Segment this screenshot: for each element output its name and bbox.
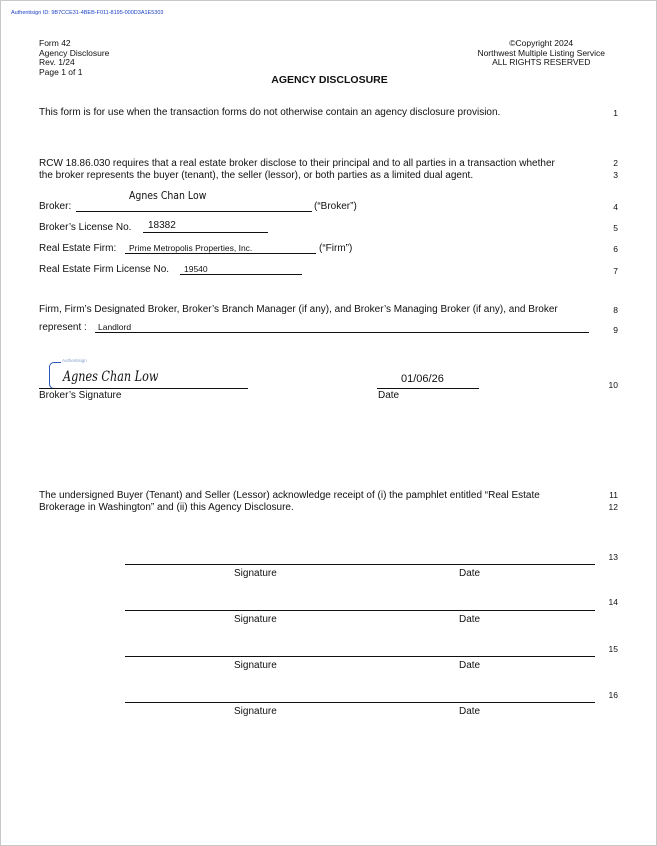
line-number: 6 xyxy=(613,244,618,254)
broker-signature[interactable]: Agnes Chan Low xyxy=(63,369,159,385)
rcw-line-2: RCW 18.86.030 requires that a real estate broker disclose to their principal and to all parties in a transaction whether xyxy=(39,158,555,169)
signature-caption: Signature xyxy=(234,614,277,625)
firm-license-label: Real Estate Firm License No. xyxy=(39,264,170,275)
represent-label: represent : xyxy=(39,322,87,333)
signature-caption: Signature xyxy=(234,568,277,579)
line-number: 10 xyxy=(608,380,618,390)
page-count: Page 1 of 1 xyxy=(39,66,83,77)
acknowledgment-line-12: Brokerage in Washington” and (ii) this Agency Disclosure. xyxy=(39,502,294,513)
signature-line[interactable] xyxy=(125,610,595,611)
broker-date-caption: Date xyxy=(378,390,400,401)
envelope-id: Authentisign ID: 9B7CCE31-4BEB-F011-8195-000D3A1E5303 xyxy=(11,10,164,16)
signature-line[interactable] xyxy=(125,564,595,565)
signature-line[interactable] xyxy=(125,702,595,703)
line-number: 1 xyxy=(613,108,618,118)
represent-field[interactable]: Landlord xyxy=(98,322,132,332)
form-revision: Rev. 1/24 xyxy=(39,57,75,67)
line-number: 9 xyxy=(613,325,618,335)
form-name: Agency Disclosure xyxy=(39,47,110,58)
license-field-line[interactable] xyxy=(143,232,268,233)
broker-suffix: (“Broker”) xyxy=(314,201,357,212)
line-number: 3 xyxy=(613,170,618,180)
rcw-line-3: the broker represents the buyer (tenant), the seller (lessor), or both parties as a limited dual agent. xyxy=(39,170,474,181)
date-caption: Date xyxy=(459,660,481,671)
signature-caption: Signature xyxy=(234,660,277,671)
broker-signature-line[interactable] xyxy=(39,388,248,389)
license-label: Broker’s License No. xyxy=(39,222,132,233)
intro-text: This form is for use when the transaction forms do not otherwise contain an agency disclosure provision. xyxy=(39,107,501,118)
rights: ALL RIGHTS RESERVED xyxy=(492,57,591,67)
line-number: 2 xyxy=(613,158,618,168)
firm-field-line[interactable] xyxy=(125,253,316,254)
represent-line-8: Firm, Firm’s Designated Broker, Broker’s Branch Manager (if any), and Broker’s Managing Broker (if any), and Broker xyxy=(39,304,558,315)
form-header-right xyxy=(477,39,605,68)
line-number: 13 xyxy=(608,552,618,562)
copyright: ©Copyright 2024 xyxy=(509,38,574,48)
form-number: Form 42 xyxy=(39,38,71,48)
line-number: 4 xyxy=(613,202,618,212)
authentisign-frame xyxy=(49,362,62,389)
signature-caption: Signature xyxy=(234,706,277,717)
line-number: 12 xyxy=(608,502,618,512)
firm-label: Real Estate Firm: xyxy=(39,243,117,254)
license-number-field[interactable]: 18382 xyxy=(148,220,176,231)
line-number: 8 xyxy=(613,305,618,315)
broker-name-field[interactable]: Agnes Chan Low xyxy=(129,189,207,202)
firm-suffix: (“Firm”) xyxy=(319,243,353,254)
line-number: 15 xyxy=(608,644,618,654)
authentisign-badge: Authentisign xyxy=(62,358,87,363)
broker-field-line[interactable] xyxy=(76,211,312,212)
date-caption: Date xyxy=(459,614,481,625)
firm-name-field[interactable]: Prime Metropolis Properties, Inc. xyxy=(129,243,253,253)
broker-signature-caption: Broker’s Signature xyxy=(39,390,122,401)
line-number: 16 xyxy=(608,690,618,700)
page-title: AGENCY DISCLOSURE xyxy=(271,74,388,86)
line-number: 5 xyxy=(613,223,618,233)
represent-field-line[interactable] xyxy=(95,332,589,333)
firm-license-field-line[interactable] xyxy=(180,274,302,275)
date-caption: Date xyxy=(459,568,481,579)
firm-license-number-field[interactable]: 19540 xyxy=(184,264,208,274)
publisher: Northwest Multiple Listing Service xyxy=(477,47,605,58)
broker-date-field[interactable]: 01/06/26 xyxy=(401,373,444,385)
signature-line[interactable] xyxy=(125,656,595,657)
form-header-left xyxy=(39,39,109,77)
line-number: 11 xyxy=(609,490,618,500)
acknowledgment-line-11: The undersigned Buyer (Tenant) and Seller (Lessor) acknowledge receipt of (i) the pamphlet entitled “Real Estate xyxy=(39,490,540,501)
line-number: 7 xyxy=(613,266,618,276)
broker-date-line[interactable] xyxy=(377,388,479,389)
line-number: 14 xyxy=(608,597,618,607)
broker-label: Broker: xyxy=(39,201,72,212)
date-caption: Date xyxy=(459,706,481,717)
